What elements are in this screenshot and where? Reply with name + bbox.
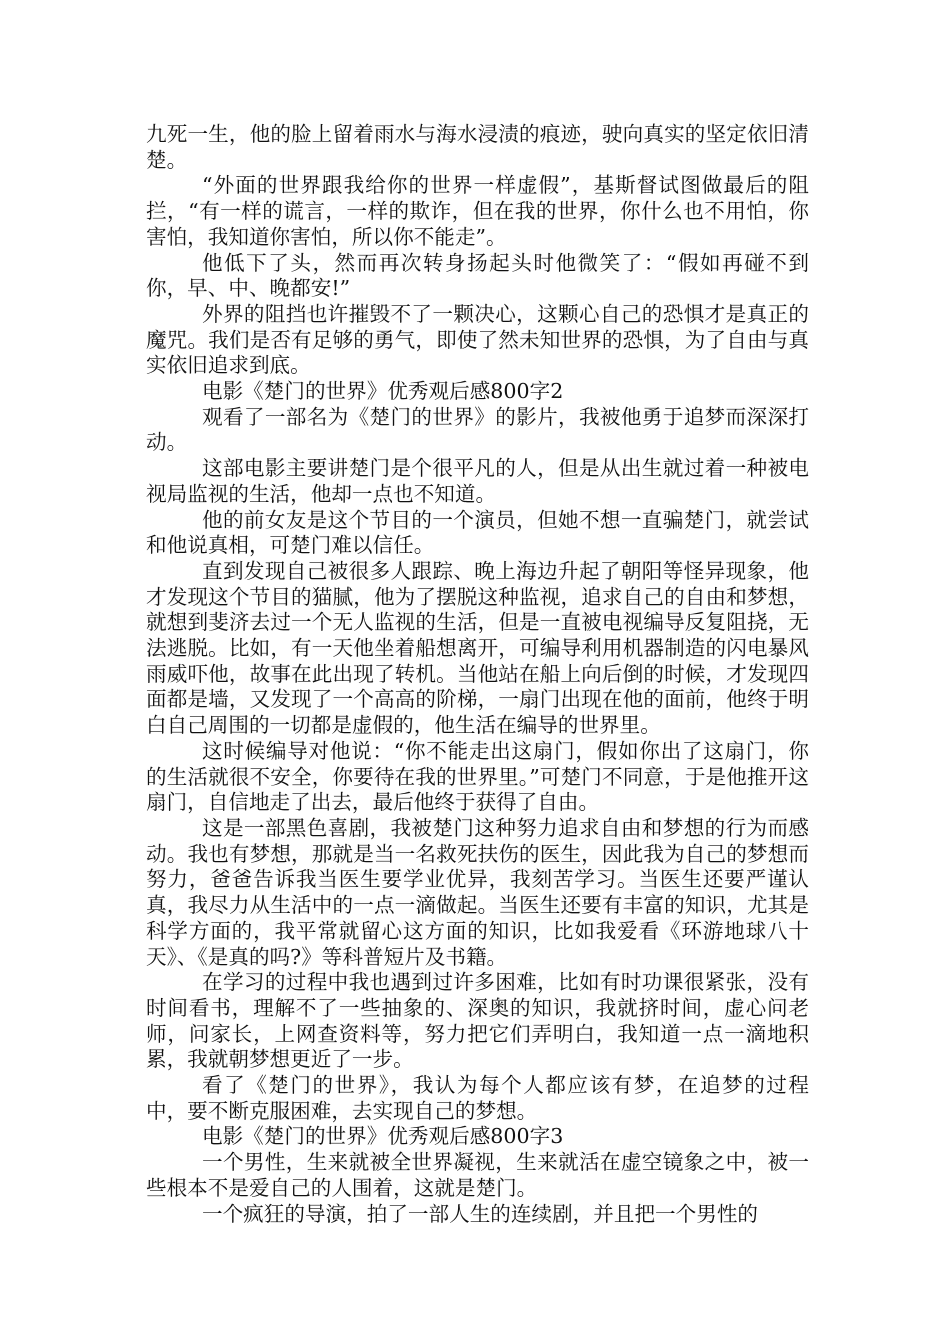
paragraph-quote-christof: “外面的世界跟我给你的世界一样虚假”，基斯督试图做最后的阻拦，“有一样的谎言，一样的欺诈，但在我的世界，你什么也不用怕，你害怕，我知道你害怕，所以你不能走”。 — [146, 173, 809, 249]
paragraph-director-speech: 这时候编导对他说：“你不能走出这扇门，假如你出了这扇门，你的生活就很不安全，你要待在我的世界里。”可楚门不同意，于是他推开这扇门，自信地走了出去，最后他终于获得了自由。 — [146, 738, 809, 815]
paragraph-truman-intro: 一个男性，生来就被全世界凝视，生来就活在虚空镜象之中，被一些根本不是爱自己的人围着，这就是楚门。 — [146, 1150, 809, 1200]
paragraph-continuation: 九死一生，他的脸上留着雨水与海水浸渍的痕迹，驶向真实的坚定依旧清楚。 — [146, 122, 809, 172]
document-page — [146, 122, 809, 1227]
paragraph-plot-summary: 这部电影主要讲楚门是个很平凡的人，但是从出生就过着一种被电视局监视的生活，他却一点也不知道。 — [146, 456, 809, 506]
section-heading-3: 电影《楚门的世界》优秀观后感800字3 — [202, 1124, 564, 1149]
paragraph-director-intro: 一个疯狂的导演，拍了一部人生的连续剧，并且把一个男性的 — [202, 1201, 759, 1226]
paragraph-dream-doctor: 这是一部黑色喜剧，我被楚门这种努力追求自由和梦想的行为而感动。我也有梦想，那就是当一名救死扶伤的医生，因此我为自己的梦想而努力，爸爸告诉我当医生要学业优异，我刻苦学习。当医生还要严谨认真，我尽力从生活中的一点一滴做起。当医生还要有丰富的知识，尤其是科学方面的，我平常就留心这方面的知识，比如我爱看《环游地球八十天》、《是真的吗?》等科普短片及书籍。 — [146, 815, 809, 969]
paragraph-conclusion: 看了《楚门的世界》，我认为每个人都应该有梦，在追梦的过程中，要不断克服困难，去实现自己的梦想。 — [146, 1073, 809, 1123]
section-heading-2: 电影《楚门的世界》优秀观后感800字2 — [202, 379, 564, 404]
paragraph-girlfriend: 他的前女友是这个节目的一个演员，但她不想一直骗楚门，就尝试和他说真相，可楚门难以信任。 — [146, 507, 809, 558]
paragraph-courage: 外界的阻挡也许摧毁不了一颗决心，这颗心自己的恐惧才是真正的魔咒。我们是否有足够的勇气，即使了然未知世界的恐惧，为了自由与真实依旧追求到底。 — [146, 301, 809, 378]
paragraph-difficulties: 在学习的过程中我也遇到过许多困难，比如有时功课很紧张，没有时间看书，理解不了一些抽象的、深奥的知识，我就挤时间，虚心问老师，问家长，上网查资料等，努力把它们弄明白，我知道一点一滴地积累，我就朝梦想更近了一步。 — [146, 970, 809, 1072]
paragraph-intro: 观看了一部名为《楚门的世界》的影片，我被他勇于追梦而深深打动。 — [146, 404, 809, 455]
paragraph-truman-smile: 他低下了头，然而再次转身扬起头时他微笑了：“假如再碰不到你，早、中、晚都安!” — [146, 250, 809, 301]
paragraph-discovery: 直到发现自己被很多人跟踪、晚上海边升起了朝阳等怪异现象，他才发现这个节目的猫腻，他为了摆脱这种监视，追求自己的自由和梦想，就想到斐济去过一个无人监视的生活，但是一直被电视编导反复阻挠，无法逃脱。比如，有一天他坐着船想离开，可编导利用机器制造的闪电暴风雨威吓他，故事在此出现了转机。当他站在船上向后倒的时候，才发现四面都是墙，又发现了一个高高的阶梯，一扇门出现在他的面前，他终于明白自己周围的一切都是虚假的，他生活在编导的世界里。 — [146, 558, 809, 738]
